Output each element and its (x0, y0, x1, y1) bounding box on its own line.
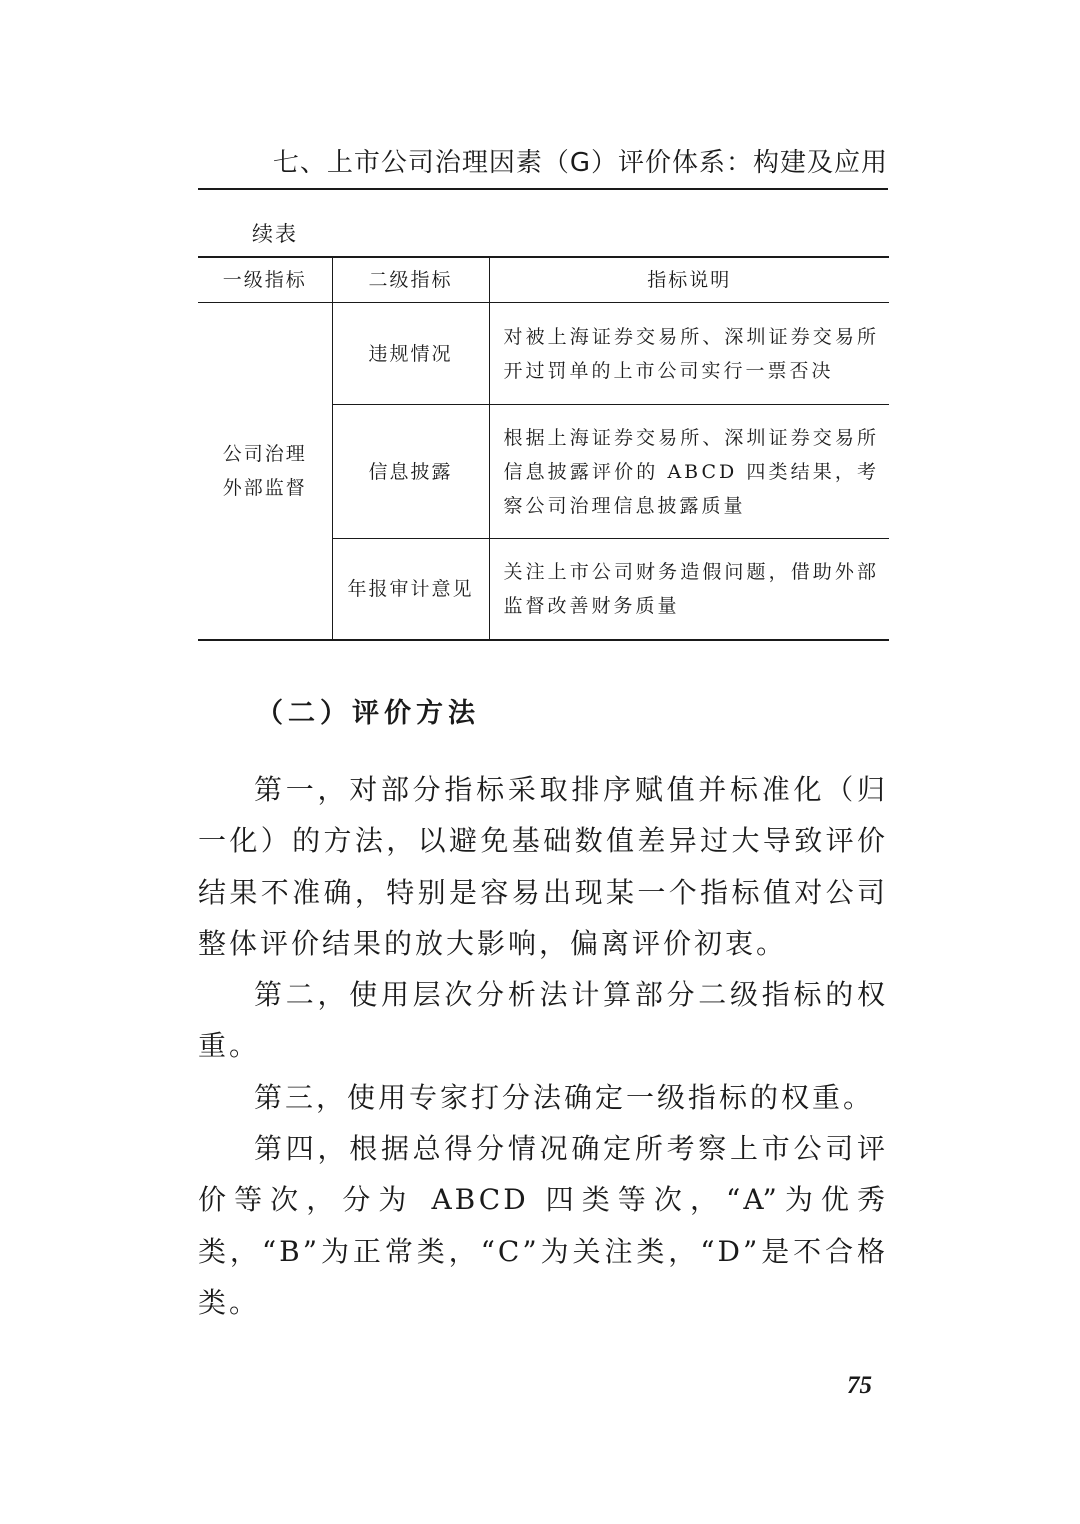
column-header-level1: 一级指标 (198, 257, 332, 303)
page-number: 75 (847, 1372, 872, 1399)
level1-indicator-cell (198, 303, 332, 640)
paragraph: 第一，对部分指标采取排序赋值并标准化（归一化）的方法，以避免基础数值差异过大导致评价结果不准确，特别是容易出现某一个指标值对公司整体评价结果的放大影响，偏离评价初衷。 (198, 773, 888, 960)
paragraph: 第二，使用层次分析法计算部分二级指标的权重。 (198, 978, 888, 1063)
table-row (198, 303, 889, 405)
level2-indicator: 年报审计意见 (332, 539, 489, 640)
table-header-row (198, 257, 889, 303)
indicator-description: 根据上海证券交易所、深圳证券交易所信息披露评价的 ABCD 四类结果，考察公司治理信息披露质量 (489, 405, 889, 539)
level1-indicator-line1: 公司治理 (222, 442, 307, 465)
indicator-table (198, 256, 889, 641)
column-header-description: 指标说明 (489, 257, 889, 303)
indicator-description: 关注上市公司财务造假问题，借助外部监督改善财务质量 (489, 539, 889, 640)
table-caption: 续表 (252, 222, 298, 246)
column-header-level2: 二级指标 (332, 257, 489, 303)
indicator-description: 对被上海证券交易所、深圳证券交易所开过罚单的上市公司实行一票否决 (489, 303, 889, 405)
paragraph: 第三，使用专家打分法确定一级指标的权重。 (254, 1080, 875, 1114)
level2-indicator: 违规情况 (332, 303, 489, 405)
running-head: 七、上市公司治理因素（G）评价体系：构建及应用 (198, 138, 888, 190)
section-heading: （二）评价方法 (256, 698, 480, 729)
paragraph: 第四，根据总得分情况确定所考察上市公司评价等次，分为 ABCD 四类等次，“A”为优秀类，“B”为正常类，“C”为关注类，“D”是不合格类。 (198, 1132, 888, 1319)
level1-indicator-line2: 外部监督 (222, 476, 307, 499)
body-text (198, 764, 888, 1328)
level2-indicator: 信息披露 (332, 405, 489, 539)
